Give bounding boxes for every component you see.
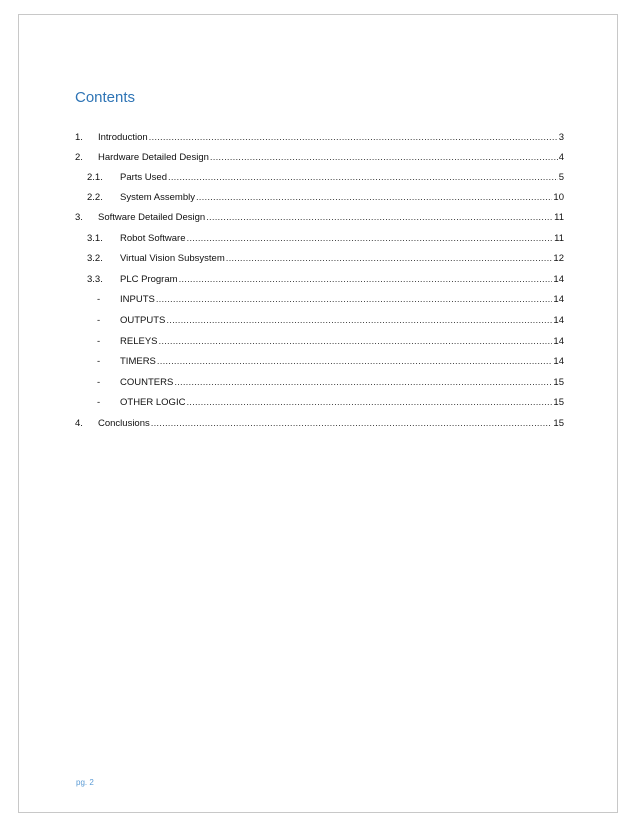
toc-dot-leader (174, 376, 552, 390)
toc-entry-title: RELEYS (120, 336, 158, 347)
toc-dot-leader (168, 171, 558, 185)
toc-heading: Contents (75, 89, 136, 106)
toc-entry-virtual-vision-subsystem[interactable] (75, 252, 564, 266)
toc-dot-leader (166, 314, 552, 328)
toc-entry-title: Software Detailed Design (98, 212, 206, 223)
toc-dot-leader (226, 252, 553, 266)
toc-entry-title: Introduction (98, 132, 148, 143)
toc-entry-page: 11 (554, 233, 564, 244)
toc-entry-title: COUNTERS (120, 377, 174, 388)
toc-entry-page: 15 (553, 397, 564, 408)
toc-entry-plc-program[interactable] (75, 273, 564, 287)
toc-entry-page: 4 (558, 152, 564, 163)
toc-entry-title: Conclusions (98, 418, 150, 429)
toc-dot-leader (186, 232, 553, 246)
toc-entry-timers[interactable] (75, 355, 564, 369)
toc-entry-title: OUTPUTS (120, 315, 166, 326)
toc-entry-number: 3. (75, 212, 83, 223)
page-number-footer: pg. 2 (76, 778, 94, 787)
toc-entry-releys[interactable] (75, 335, 564, 349)
toc-entry-number: 2.1. (87, 172, 103, 183)
toc-entry-title: Hardware Detailed Design (98, 152, 209, 163)
toc-entry-title: Parts Used (120, 172, 167, 183)
toc-entry-title: OTHER LOGIC (120, 397, 186, 408)
toc-dot-leader (196, 191, 552, 205)
toc-entry-bullet: - (97, 336, 101, 347)
toc-entry-introduction[interactable] (75, 131, 564, 145)
toc-entry-bullet: - (97, 356, 101, 367)
toc-entry-page: 10 (553, 192, 564, 203)
toc-entry-page: 14 (553, 356, 564, 367)
toc-dot-leader (210, 151, 558, 165)
table-of-contents (75, 88, 564, 429)
toc-entry-page: 11 (554, 212, 564, 223)
toc-entry-title: Virtual Vision Subsystem (120, 253, 225, 264)
toc-dot-leader (186, 396, 552, 410)
toc-entry-bullet: - (97, 294, 101, 305)
toc-entry-hardware-detailed-design[interactable] (75, 151, 564, 165)
toc-entry-counters[interactable] (75, 376, 564, 390)
toc-entry-title: INPUTS (120, 294, 155, 305)
toc-entry-number: 3.2. (87, 253, 103, 264)
toc-entry-page: 3 (558, 132, 564, 143)
toc-entry-title: TIMERS (120, 356, 156, 367)
toc-entry-robot-software[interactable] (75, 232, 564, 246)
toc-entry-bullet: - (97, 315, 101, 326)
toc-dot-leader (159, 335, 553, 349)
toc-entry-number: 4. (75, 418, 83, 429)
toc-entry-title: System Assembly (120, 192, 195, 203)
toc-entry-page: 15 (553, 377, 564, 388)
toc-entry-page: 5 (558, 172, 564, 183)
toc-entry-outputs[interactable] (75, 314, 564, 328)
toc-dot-leader (156, 293, 553, 307)
toc-dot-leader (149, 131, 558, 145)
toc-entry-page: 14 (553, 274, 564, 285)
toc-dot-leader (157, 355, 553, 369)
toc-dot-leader (179, 273, 553, 287)
toc-entry-title: PLC Program (120, 274, 178, 285)
toc-entry-other-logic[interactable] (75, 396, 564, 410)
toc-entry-number: 2. (75, 152, 83, 163)
toc-entry-number: 3.3. (87, 274, 103, 285)
toc-entry-title: Robot Software (120, 233, 186, 244)
toc-entry-page: 14 (553, 315, 564, 326)
toc-list (75, 110, 564, 429)
toc-dot-leader (151, 417, 553, 431)
toc-entry-page: 15 (553, 418, 564, 429)
toc-entry-page: 12 (553, 253, 564, 264)
toc-entry-number: 2.2. (87, 192, 103, 203)
toc-entry-conclusions[interactable] (75, 417, 564, 431)
toc-entry-bullet: - (97, 377, 101, 388)
toc-entry-bullet: - (97, 397, 101, 408)
toc-entry-inputs[interactable] (75, 293, 564, 307)
toc-entry-number: 1. (75, 132, 83, 143)
toc-entry-system-assembly[interactable] (75, 191, 564, 205)
toc-entry-parts-used[interactable] (75, 171, 564, 185)
toc-entry-page: 14 (553, 294, 564, 305)
toc-entry-page: 14 (553, 336, 564, 347)
toc-entry-number: 3.1. (87, 233, 103, 244)
toc-entry-software-detailed-design[interactable] (75, 211, 564, 225)
toc-dot-leader (206, 211, 553, 225)
